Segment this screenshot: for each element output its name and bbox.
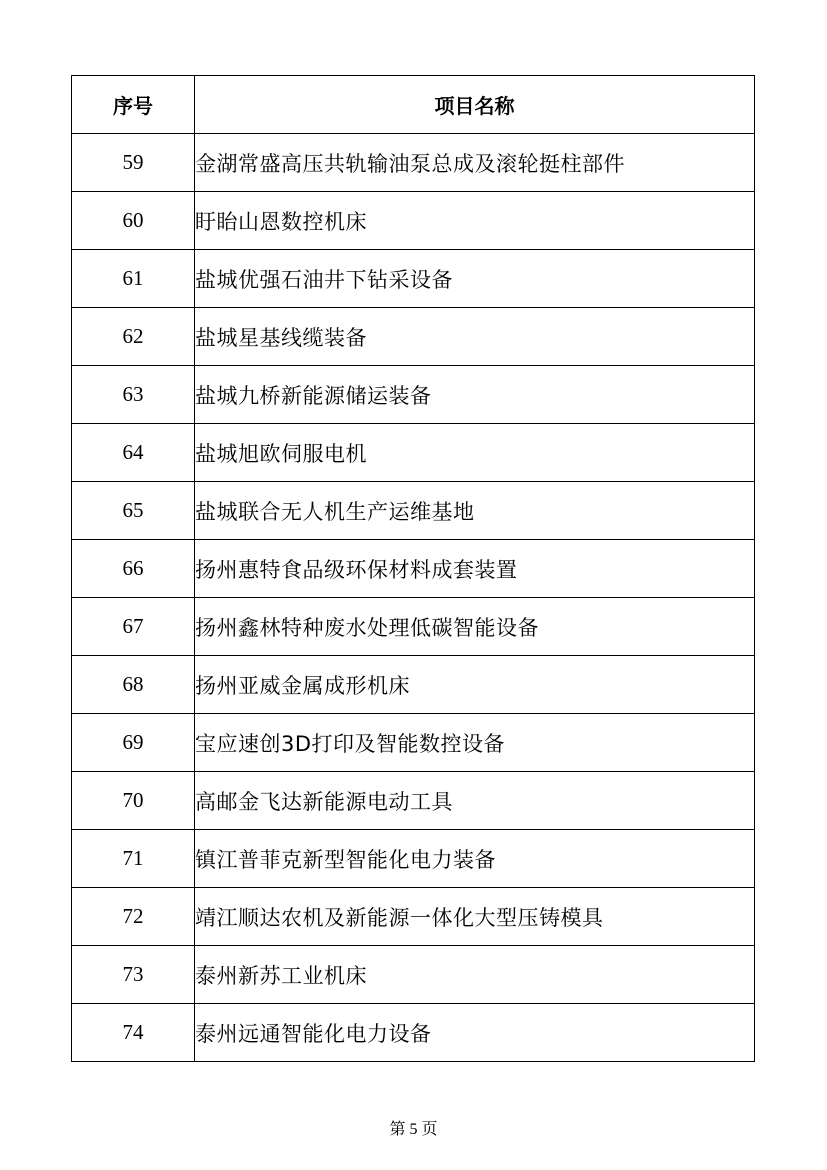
project-table [71,75,755,1062]
row-number: 60 [72,192,195,250]
row-number: 66 [72,540,195,598]
row-number: 74 [72,1004,195,1062]
row-number: 61 [72,250,195,308]
row-project-name: 盐城九桥新能源储运装备 [195,366,755,424]
table-row [72,424,755,482]
row-number: 59 [72,134,195,192]
row-project-name: 宝应速创3D打印及智能数控设备 [195,714,755,772]
table-row [72,192,755,250]
table-row [72,134,755,192]
table-row [72,250,755,308]
table-row [72,772,755,830]
table-row [72,946,755,1004]
row-project-name: 金湖常盛高压共轨输油泵总成及滚轮挺柱部件 [195,134,755,192]
header-project-name: 项目名称 [195,76,755,134]
row-number: 71 [72,830,195,888]
table-row [72,366,755,424]
row-project-name: 泰州远通智能化电力设备 [195,1004,755,1062]
table-row [72,656,755,714]
header-number: 序号 [72,76,195,134]
row-project-name: 盐城联合无人机生产运维基地 [195,482,755,540]
row-number: 67 [72,598,195,656]
row-number: 62 [72,308,195,366]
table-row [72,888,755,946]
table-row [72,308,755,366]
row-number: 70 [72,772,195,830]
table-row [72,830,755,888]
row-number: 69 [72,714,195,772]
page-number: 第 5 页 [389,1121,438,1138]
row-project-name: 高邮金飞达新能源电动工具 [195,772,755,830]
row-project-name: 盱眙山恩数控机床 [195,192,755,250]
row-project-name: 泰州新苏工业机床 [195,946,755,1004]
table-body [72,134,755,1062]
row-project-name: 盐城旭欧伺服电机 [195,424,755,482]
row-number: 64 [72,424,195,482]
table-row [72,714,755,772]
row-project-name: 扬州亚威金属成形机床 [195,656,755,714]
table-header-row [72,76,755,134]
table-row [72,1004,755,1062]
row-number: 63 [72,366,195,424]
row-project-name: 盐城星基线缆装备 [195,308,755,366]
row-number: 72 [72,888,195,946]
row-project-name: 盐城优强石油井下钻采设备 [195,250,755,308]
row-project-name: 靖江顺达农机及新能源一体化大型压铸模具 [195,888,755,946]
row-number: 73 [72,946,195,1004]
row-project-name: 镇江普菲克新型智能化电力装备 [195,830,755,888]
table-row [72,540,755,598]
table-row [72,598,755,656]
row-project-name: 扬州鑫林特种废水处理低碳智能设备 [195,598,755,656]
table-row [72,482,755,540]
row-number: 65 [72,482,195,540]
row-project-name: 扬州惠特食品级环保材料成套装置 [195,540,755,598]
row-number: 68 [72,656,195,714]
